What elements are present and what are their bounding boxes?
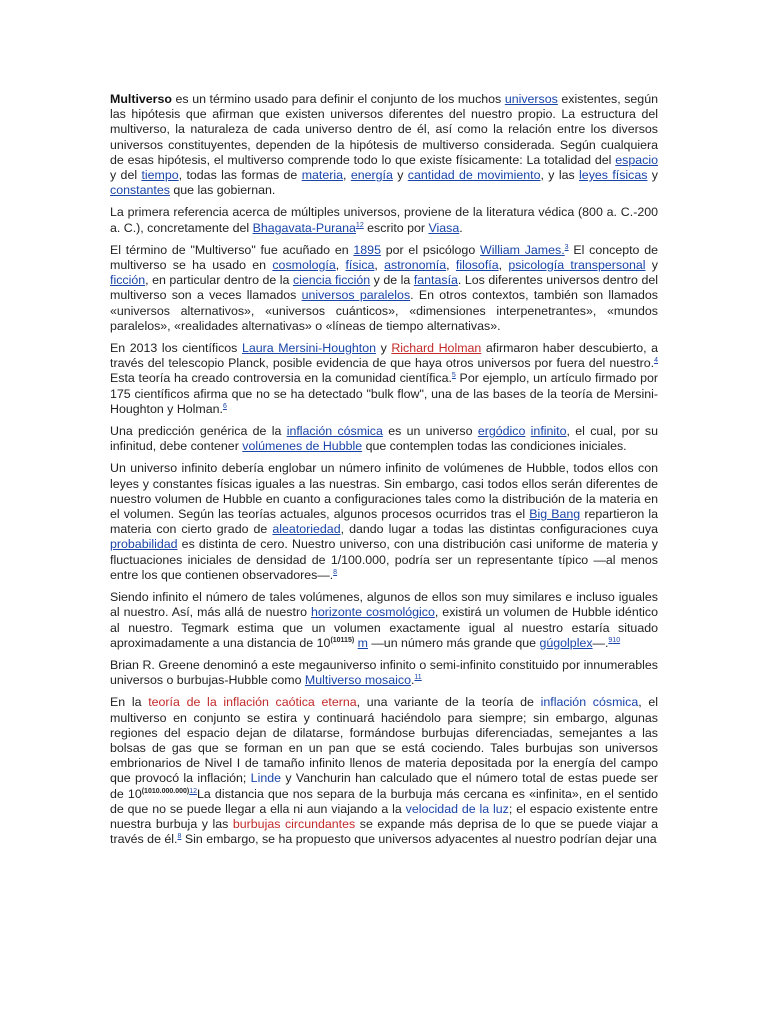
text-run: existentes, según las hipótesis que afirman que existen universos diferentes del nuestro propio. La estructura del multiverso, la naturaleza de cada universo dentro de él, así como la relación entre los diversos universos constituyentes, dependen de la hipótesis de multiverso considerada. Según cualquiera de esas hipótesis, el multiverso comprende todo lo que existe físicamente: La totalidad del (110, 92, 658, 167)
article-link[interactable]: m (357, 635, 368, 650)
article-link[interactable]: espacio (615, 152, 658, 167)
citation-ref[interactable]: 11 (414, 674, 422, 682)
text-run: Un universo infinito debería englobar un número infinito de volúmenes de Hubble, todos ellos con leyes y constantes físicas iguales a las nuestras. Sin embargo, casi todos ellos serán diferentes de nuestro volumen de Hubble en cuanto a configuraciones tales como la distribución de la materia en el volumen. Según las teorías actuales, algunos procesos ocurridos tras el (110, 461, 658, 522)
text-run: , (498, 258, 509, 273)
text-run: , (343, 168, 351, 183)
article-paragraph (110, 658, 658, 688)
article-link[interactable]: psicología transpersonal (508, 258, 646, 273)
colored-term[interactable]: teoría de la inflación caótica eterna (148, 695, 357, 710)
article-link[interactable]: Bhagavata-Purana (252, 220, 356, 235)
text-run: . (410, 673, 415, 688)
text-run: , existirá un volumen de Hubble idéntico al nuestro. Tegmark estima que un volumen exactamente igual al nuestro estaría situado aproximadamente a una distancia de 10 (110, 605, 658, 650)
article-link[interactable]: gúgolplex (539, 635, 593, 650)
text-run: , todas las formas de (178, 168, 302, 183)
article-link[interactable]: universos paralelos (301, 288, 411, 303)
colored-term[interactable]: inflación cósmica (540, 695, 639, 710)
text-run: , una variante de la teoría de (356, 695, 541, 710)
article-paragraph (110, 205, 658, 235)
article-link[interactable]: cosmología (272, 258, 336, 273)
text-run: En la (110, 695, 149, 710)
citation-ref[interactable]: 8 (177, 833, 182, 841)
text-run: . Los diferentes universos dentro del multiverso son a veces llamados (110, 273, 658, 303)
article-paragraph (110, 695, 658, 847)
text-run: repartieron la materia con cierto grado de (110, 507, 658, 537)
text-run: y del (110, 168, 142, 183)
article-link[interactable]: tiempo (141, 168, 179, 183)
colored-term[interactable]: Linde (250, 771, 281, 786)
text-run: . En otros contextos, también son llamados «universos alternativos», «universos cuánticos», «dimensiones interpenetrantes», «mundos paralelos», «realidades alternativas» o «líneas de tiempo alternativas». (110, 288, 658, 333)
text-run: es distinta de cero. Nuestro universo, con una distribución casi uniforme de materia y fluctuaciones iniciales de densidad de 1/100.000, podría ser un representante típico —al menos entre los que contienen observadores—. (110, 537, 658, 582)
article-link[interactable]: aleatoriedad (272, 522, 341, 537)
article-paragraph (110, 424, 658, 454)
article-link[interactable]: materia (301, 168, 344, 183)
article-link[interactable]: astronomía (384, 258, 447, 273)
article-link[interactable]: infinito (530, 424, 567, 439)
article-link[interactable]: leyes físicas (579, 168, 648, 183)
text-run: , el multiverso en conjunto se estira y continuará haciéndolo para siempre; sin embargo, algunas regiones del espacio dejan de dilatarse, formándose burbujas diferenciadas, semejantes a las bolsas de gas que se forman en un pan que se está cociendo. Tales burbujas son universos embrionarios de Nivel I de tamaño infinito llenos de materia depositada por la energía del campo que provocó la inflación; (110, 695, 659, 786)
text-run: , (335, 258, 346, 273)
article-link[interactable]: Viasa (428, 220, 460, 235)
article-link[interactable]: filosofía (455, 258, 499, 273)
text-run: El concepto de multiverso se ha usado en (110, 242, 658, 273)
text-run: , (374, 258, 385, 273)
citation-ref[interactable]: 12 (189, 787, 197, 795)
citation-ref[interactable]: 8 (333, 568, 338, 576)
article-link[interactable]: inflación cósmica (286, 424, 383, 439)
colored-term[interactable]: burbujas circundantes (232, 816, 356, 831)
text-run: por el psicólogo (380, 242, 480, 257)
text-run: , (446, 258, 456, 273)
text-run: , el cual, por su infinitud, debe contener (110, 424, 658, 454)
text-run: y (645, 258, 659, 273)
text-run: —un número más grande que (367, 635, 540, 650)
citation-ref[interactable]: 5 (451, 372, 456, 380)
article-link[interactable]: ficción (110, 273, 146, 288)
text-run: afirmaron haber descubierto, a través del telescopio Planck, posible evidencia de que haya otros universos por fuera del nuestro. (110, 341, 659, 371)
text-run: y (392, 168, 408, 183)
article-link[interactable]: física (345, 258, 375, 273)
text-run: —. (592, 635, 609, 650)
article-paragraph (110, 92, 658, 198)
article-link[interactable]: universos (504, 92, 558, 106)
citation-ref[interactable]: 10 (612, 636, 621, 644)
article-paragraph (110, 461, 658, 583)
article-paragraph (110, 341, 658, 417)
article-link[interactable]: ergódico (477, 424, 526, 439)
citation-ref[interactable]: 2 (359, 221, 364, 229)
text-run: que contemplen todas las condiciones iniciales. (362, 439, 627, 454)
article-link[interactable]: Multiverso mosaico (304, 673, 411, 688)
text-run: que las gobiernan. (169, 183, 276, 198)
article-link[interactable]: horizonte cosmológico (310, 605, 435, 620)
text-run: , dando lugar a todas las distintas configuraciones cuya (340, 522, 659, 537)
text-run: Siendo infinito el número de tales volúmenes, algunos de ellos son muy similares e incluso iguales al nuestro. Así, más allá de nuestro (110, 590, 658, 620)
article-link[interactable]: constantes (110, 183, 170, 198)
text-run: y (647, 168, 659, 183)
text-run: Una predicción genérica de la (110, 424, 287, 439)
citation-ref[interactable]: 1 (355, 221, 360, 229)
text-run: . (459, 220, 463, 235)
article-link[interactable]: 1895 (353, 242, 381, 257)
text-run: es un universo (382, 424, 478, 439)
article-link[interactable]: Richard Holman (391, 341, 482, 356)
article-term: Multiverso (110, 92, 172, 106)
citation-ref[interactable]: 9 (608, 636, 613, 644)
text-run: y Vanchurin han calculado que el número total de estas puede ser de 10 (110, 771, 658, 801)
article-link[interactable]: cantidad de movimiento (407, 168, 541, 183)
article-link[interactable]: William James (480, 242, 562, 257)
text-run: es un término usado para definir el conjunto de los muchos (171, 92, 505, 106)
exponent: (10115) (330, 636, 355, 644)
article-link[interactable]: volúmenes de Hubble (242, 439, 363, 454)
article-link[interactable]: probabilidad (110, 537, 178, 552)
citation-ref[interactable]: 6 (222, 402, 227, 410)
text-run: El término de "Multiverso" fue acuñado en (110, 242, 354, 257)
text-run: Brian R. Greene denominó a este megauniverso infinito o semi-infinito constituido por innumerables universos o burbujas-Hubble como (110, 657, 658, 688)
text-run: La primera referencia acerca de múltiples universos, proviene de la literatura védica (800 a. C.-200 a. C.), concretamente del (110, 205, 658, 235)
text-run: y (376, 341, 392, 356)
article-link[interactable]: Big Bang (529, 507, 581, 522)
article-link[interactable]: ciencia ficción (292, 273, 371, 288)
text-run: , en particular dentro de la (145, 273, 293, 288)
article-paragraph (110, 243, 658, 334)
citation-ref[interactable]: 4 (654, 357, 658, 365)
citation-ref[interactable]: 3 (564, 243, 569, 251)
text-run: En 2013 los científicos (110, 341, 242, 356)
article-body (110, 92, 658, 854)
text-run: ; el espacio existente entre nuestra burbuja y las (110, 801, 658, 831)
article-link[interactable]: fantasía (413, 273, 458, 288)
text-run: escrito por (363, 220, 429, 235)
article-link[interactable]: Laura Mersini-Houghton (241, 341, 376, 356)
text-run: y de la (370, 273, 414, 288)
text-run: , y las (540, 168, 580, 183)
text-run: La distancia que nos separa de la burbuja más cercana es «infinita», en el sentido de que no se puede llegar a ella ni aun viajando a la (110, 786, 658, 816)
text-run: se expande más deprisa de lo que se puede viajar a través de él. (110, 816, 658, 847)
article-link[interactable]: . (561, 242, 565, 257)
article-paragraph (110, 590, 658, 651)
colored-term[interactable]: velocidad de la luz (405, 801, 509, 816)
text-run: Esta teoría ha creado controversia en la comunidad científica. (110, 371, 452, 386)
text-run: Sin embargo, se ha propuesto que universos adyacentes al nuestro podrían dejar una (181, 832, 657, 847)
exponent: (1010.000.000) (141, 787, 190, 795)
text-run: Por ejemplo, un artículo firmado por 175 científicos afirma que no se ha detectado "bulk flow", una de las bases de la teoría de Mersini-Houghton y Holman. (110, 371, 658, 416)
article-link[interactable]: energía (350, 168, 393, 183)
